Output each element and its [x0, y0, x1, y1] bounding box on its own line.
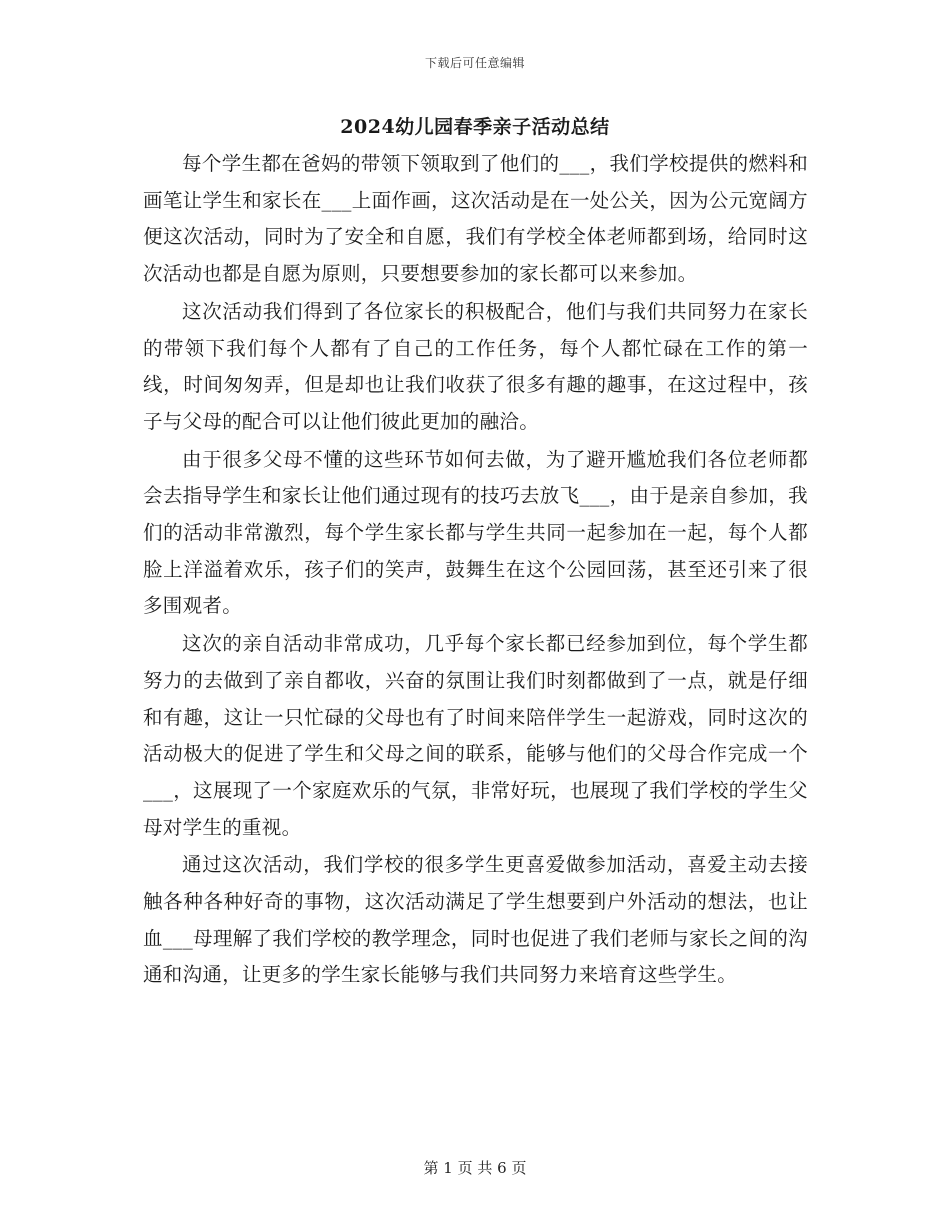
header-note: 下载后可任意编辑: [424, 56, 525, 70]
paragraph: 这次的亲自活动非常成功，几乎每个家长都已经参加到位，每个学生都努力的去做到了亲自都收，兴奋的氛围让我们时刻都做到了一点，就是仔细和有趣，这让一只忙碌的父母也有了时间来陪伴学生一起游戏，同时这次的活动极大的促进了学生和父母之间的联系，能够与他们的父母合作完成一个___，这展现了一个家庭欢乐的气氛，非常好玩，也展现了我们学校的学生父母对学生的重视。: [143, 632, 808, 839]
paragraph: 通过这次活动，我们学校的很多学生更喜爱做参加活动，喜爱主动去接触各种各种好奇的事物，这次活动满足了学生想要到户外活动的想法，也让血___母理解了我们学校的教学理念，同时也促进了我们老师与家长之间的沟通和沟通，让更多的学生家长能够与我们共同努力来培育这些学生。: [143, 853, 808, 987]
document-body: [143, 146, 808, 995]
paragraph: 每个学生都在爸妈的带领下领取到了他们的___，我们学校提供的燃料和画笔让学生和家长在___上面作画，这次活动是在一处公关，因为公元宽阔方便这次活动，同时为了安全和自愿，我们有学校全体老师都到场，给同时这次活动也都是自愿为原则，只要想要参加的家长都可以来参加。: [143, 152, 808, 286]
paragraph: 由于很多父母不懂的这些环节如何去做，为了避开尴尬我们各位老师都会去指导学生和家长让他们通过现有的技巧去放飞___，由于是亲自参加，我们的活动非常激烈，每个学生家长都与学生共同一起参加在一起，每个人都脸上洋溢着欢乐，孩子们的笑声，鼓舞生在这个公园回荡，甚至还引来了很多围观者。: [143, 447, 808, 618]
document-title: 2024幼儿园春季亲子活动总结: [340, 116, 610, 138]
paragraph: 这次活动我们得到了各位家长的积极配合，他们与我们共同努力在家长的带领下我们每个人都有了自己的工作任务，每个人都忙碌在工作的第一线，时间匆匆弄，但是却也让我们收获了很多有趣的趣事，在这过程中，孩子与父母的配合可以让他们彼此更加的融洽。: [143, 299, 808, 433]
page-footer: 第 1 页 共 6 页: [423, 1159, 527, 1177]
